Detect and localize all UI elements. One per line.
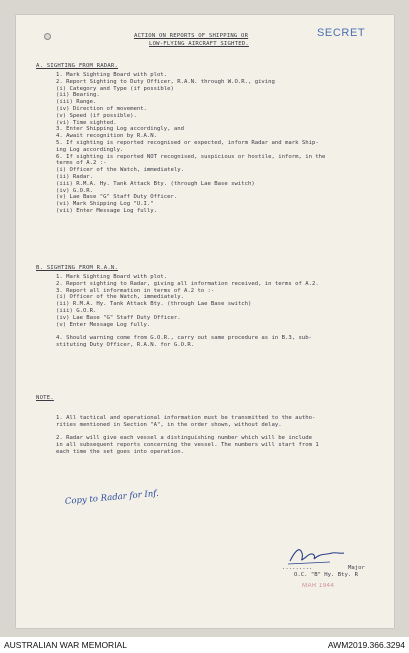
section-line: (iv) Direction of movement. [56,106,147,112]
section-line: (iii) Range. [56,99,97,106]
section-line: (i) Officer of the Watch, immediately. [56,167,184,174]
signature-rank: Major [348,565,365,571]
signature-unit: O.C. "B" Hy. Bty. R [294,572,358,578]
section-line: 2. Report sighting to Radar, giving all information received, in terms of A.2. [56,280,319,287]
date-stamp: MAR 1944 [302,583,335,589]
section-line: 4. Await recognition by R.A.N. [56,133,158,140]
section-line: 1. Mark Sighting Board with plot. [56,274,168,280]
handwritten-note: Copy to Radar for Inf. [64,488,160,507]
section-line: (ii) Bearing. [56,92,100,99]
secret-stamp: SECRET [317,27,366,39]
section-line: (v) Speed (if possible). [56,112,137,119]
section-line: (vi) Time sighted. [56,119,117,126]
section-line: (vi) Mark Shipping Log "U.I." [56,201,154,208]
signature-dots: ......... [282,565,313,571]
signature-block [282,545,365,578]
section-line: 2. Report Sighting to Duty Officer, R.A.N. through W.O.R., giving [56,78,275,85]
section-line: 5. If sighting is reported recognised or expected, inform Radar and mark Ship- [56,140,319,146]
section-line: 1. All tactical and operational information must be transmitted to the autho- [56,415,316,421]
document-title-line-1: ACTION ON REPORTS OF SHIPPING OR [134,33,249,39]
section-line: (v) Lae Base "G" Staff Duty Officer. [56,194,178,201]
section-line: (ii) Radar. [56,174,94,180]
section-line: 3. Enter Shipping Log accordingly, and [56,126,184,133]
section-line: (iv) Lae Base "G" Staff Duty Officer. [56,314,181,321]
section-line: (ii) R.M.A. Hy. Tank Attack Bty. (through Lae Base switch) [56,301,252,308]
section-line: (iii) R.M.A. Hy. Tank Attack Bty. (through Lae Base switch) [56,180,255,187]
section-line: rities mentioned in Section "A", in the order shown, without delay. [56,421,282,428]
section-line: (i) Category and Type (if possible) [56,85,174,92]
section-line: 6. If sighting is reported NOT recognised, suspicious or hostile, inform, in the [56,153,326,160]
section-line: terms of A.2 :- [56,160,107,167]
section-heading: NOTE. [36,395,54,401]
section-line: 4. Should warning come from G.O.R., carry out same procedure as in B.3, sub- [56,335,312,342]
signature-mark [286,545,346,567]
footer-accession-number: AWM2019.366.3294 [327,640,405,650]
section-line: (iv) G.O.R. [56,187,94,194]
section-line: each time the set goes into operation. [56,449,184,455]
section-line: 3. Report all information in terms of A.2 to :- [56,287,215,294]
section-line: 1. Mark Sighting Board with plot. [56,72,168,78]
section-line: (vii) Enter Message Log fully. [56,208,158,214]
punch-hole [44,33,51,40]
section-line: (i) Officer of the Watch, immediately. [56,294,184,301]
section-line: stituting Duty Officer, R.A.N. for G.O.R. [56,342,195,348]
document-page [16,15,394,628]
section-line: in all subsequent reports concerning the vessel. The numbers will start from 1 [56,442,319,449]
section-heading: B. SIGHTING FROM R.A.N. [36,265,119,271]
section-line: ing Log accordingly. [56,146,124,153]
section-line: 2. Radar will give each vessel a distinguishing number which will be include [56,435,312,442]
section-heading: A. SIGHTING FROM RADAR. [36,63,119,69]
document-title-line-2: LOW-FLYING AIRCRAFT SIGHTED. [149,41,249,47]
footer-institution: AUSTRALIAN WAR MEMORIAL [4,640,127,650]
section-line: (iii) G.O.R. [56,308,97,314]
archive-footer [0,637,409,653]
section-line: (v) Enter Message Log fully. [56,321,151,328]
